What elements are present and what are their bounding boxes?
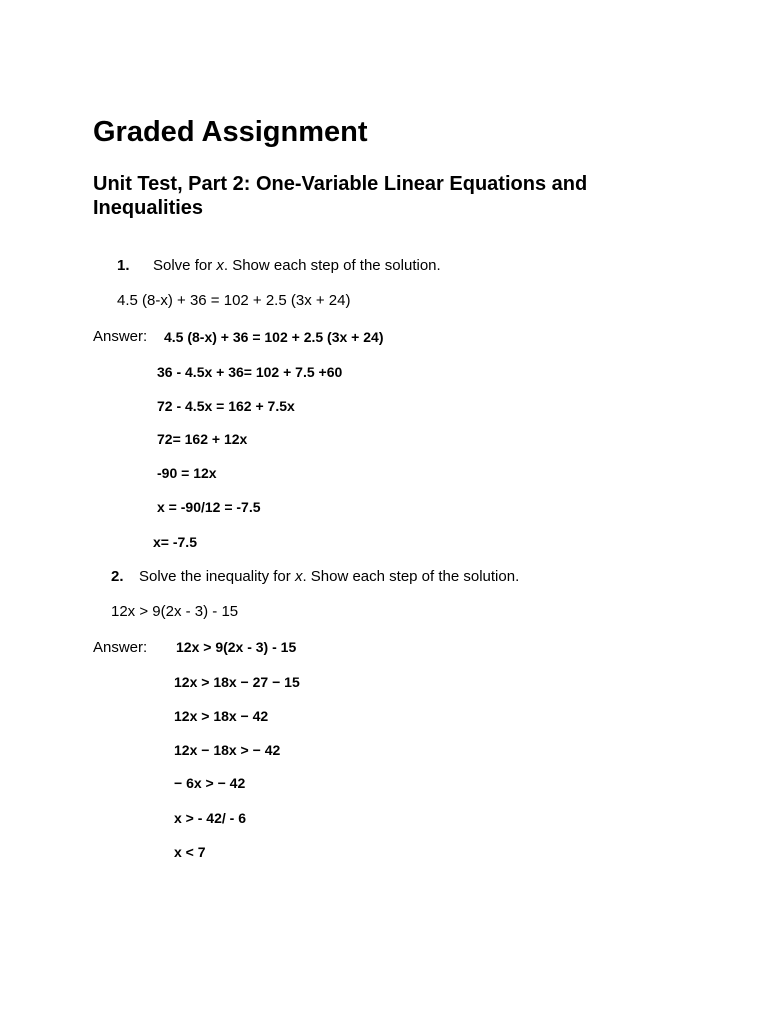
question-1-step: 36 - 4.5x + 36= 102 + 7.5 +60 — [157, 364, 343, 380]
question-2-step: x > - 42/ - 6 — [174, 810, 246, 826]
question-1-step: 72= 162 + 12x — [157, 431, 248, 447]
question-1-prompt-var: x — [216, 257, 224, 274]
question-2-prompt-var: x — [294, 568, 303, 585]
question-1-prompt-before: Solve for — [153, 257, 217, 274]
question-2-step: x < 7 — [174, 844, 206, 860]
question-1-equation: 4.5 (8-x) + 36 = 102 + 2.5 (3x + 24) — [117, 292, 351, 309]
question-2-step: 12x > 18x − 42 — [174, 708, 269, 724]
question-1-step: x= -7.5 — [153, 534, 197, 550]
question-1-prompt — [153, 258, 441, 273]
question-2-number: 2. — [111, 568, 124, 585]
document-title: Graded Assignment — [93, 116, 368, 148]
question-1-step: x = -90/12 = -7.5 — [157, 499, 261, 515]
question-2-prompt-after: . Show each step of the solution. — [302, 568, 520, 585]
question-2-equation: 12x > 9(2x - 3) - 15 — [111, 603, 239, 620]
question-2-step: 12x > 9(2x - 3) - 15 — [176, 639, 297, 655]
document-subtitle: Unit Test, Part 2: One-Variable Linear Equations and Inequalities — [93, 173, 588, 219]
question-2-answer-label: Answer: — [93, 639, 148, 656]
question-2-step: 12x > 18x − 27 − 15 — [174, 674, 300, 690]
question-1-answer-label: Answer: — [93, 328, 148, 345]
question-1-step: 72 - 4.5x = 162 + 7.5x — [157, 398, 295, 414]
question-1-prompt-after: . Show each step of the solution. — [223, 257, 441, 274]
question-2-prompt-before: Solve the inequality for — [139, 568, 295, 585]
question-1-step: 4.5 (8-x) + 36 = 102 + 2.5 (3x + 24) — [164, 329, 384, 345]
question-2-step: 12x − 18x > − 42 — [174, 742, 281, 758]
question-1-step: -90 = 12x — [157, 465, 217, 481]
question-1-number: 1. — [117, 257, 130, 274]
question-2-step: − 6x > − 42 — [174, 775, 246, 791]
question-2-prompt — [139, 569, 519, 584]
